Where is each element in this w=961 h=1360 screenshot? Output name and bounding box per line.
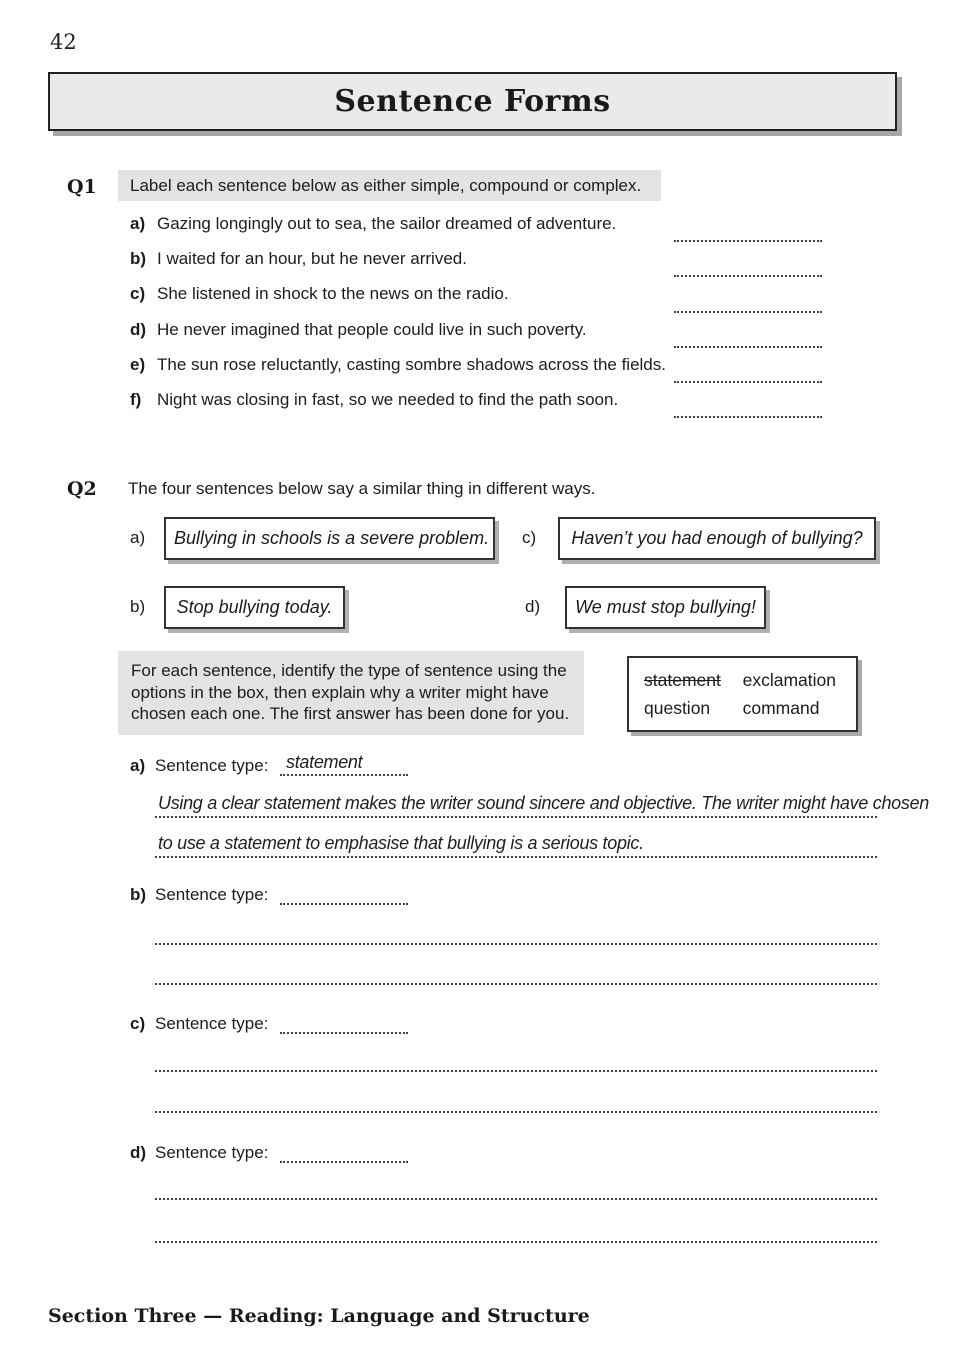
answer-letter: d) <box>130 1143 147 1162</box>
item-text: He never imagined that people could live in such poverty. <box>157 319 587 339</box>
answer-c-type-row <box>130 1014 268 1034</box>
q2-label: Q2 <box>67 478 97 500</box>
answer-c-line-1[interactable] <box>155 1042 877 1072</box>
sentence-type-label: Sentence type: <box>155 1143 269 1162</box>
answer-letter: c) <box>130 1014 146 1033</box>
q2-sentence-box-c: Haven’t you had enough of bullying? <box>558 517 876 560</box>
answer-d-line-1[interactable] <box>155 1170 877 1200</box>
page-title: Sentence Forms <box>334 84 611 119</box>
answer-c-line-2[interactable] <box>155 1083 877 1113</box>
q2-sentence-box-b: Stop bullying today. <box>164 586 345 629</box>
option-statement: statement <box>644 669 721 690</box>
answer-c-type-blank[interactable] <box>280 1006 408 1034</box>
answer-blank[interactable] <box>674 311 822 313</box>
answer-a-type-row <box>130 756 268 776</box>
answer-d-type-row <box>130 1143 268 1163</box>
option-command: command <box>742 697 820 718</box>
answer-a-line-1[interactable] <box>155 788 929 818</box>
q2-box-letter: c) <box>522 528 537 547</box>
answer-blank[interactable] <box>674 416 822 418</box>
q1-item <box>130 390 822 425</box>
answer-d-line-2[interactable] <box>155 1213 877 1243</box>
answer-b-type-blank[interactable] <box>280 877 408 905</box>
item-text: Night was closing in fast, so we needed to find the path soon. <box>157 389 619 409</box>
answer-a-line-2[interactable] <box>155 828 877 858</box>
q2-box-letter: a) <box>130 528 146 547</box>
q2-instruction: For each sentence, identify the type of sentence using the options in the box, then explain why a writer might have chosen each one. The first answer has been done for you. <box>118 651 584 735</box>
item-text: Gazing longingly out to sea, the sailor dreamed of adventure. <box>157 214 617 233</box>
option-question: question <box>644 697 711 718</box>
sentence-type-label: Sentence type: <box>155 885 269 904</box>
answer-b-type-row <box>130 885 268 905</box>
q1-item <box>130 320 822 355</box>
answer-blank[interactable] <box>674 240 822 242</box>
q1-item <box>130 284 822 319</box>
handwritten-explanation: to use a statement to emphasise that bullying is a serious topic. <box>158 833 644 853</box>
q1-item <box>130 214 822 249</box>
item-text: I waited for an hour, but he never arrived. <box>157 249 467 269</box>
answer-blank[interactable] <box>674 275 822 277</box>
item-letter: d) <box>130 319 147 339</box>
q2-box-letter: b) <box>130 597 146 616</box>
option-exclamation: exclamation <box>742 669 836 690</box>
answer-letter: b) <box>130 885 147 904</box>
answer-blank[interactable] <box>674 346 822 348</box>
item-text: She listened in shock to the news on the radio. <box>157 284 509 304</box>
section-footer: Section Three — Reading: Language and Structure <box>48 1305 590 1327</box>
q1-item <box>130 249 822 284</box>
item-letter: b) <box>130 249 147 269</box>
q1-item-list <box>130 214 822 425</box>
q2-box-letter: d) <box>525 597 541 616</box>
answer-b-line-2[interactable] <box>155 955 877 985</box>
item-letter: e) <box>130 354 146 374</box>
page-number: 42 <box>50 30 77 54</box>
q2-sentence-box-a: Bullying in schools is a severe problem. <box>164 517 495 560</box>
item-letter: c) <box>130 284 146 304</box>
answer-d-type-blank[interactable] <box>280 1135 408 1163</box>
sentence-type-label: Sentence type: <box>155 1014 269 1033</box>
handwritten-type-value: statement <box>286 752 363 772</box>
sentence-type-options-box <box>627 656 858 732</box>
q1-item <box>130 355 822 390</box>
answer-a-type-blank[interactable] <box>280 748 408 776</box>
answer-letter: a) <box>130 756 146 775</box>
item-text: The sun rose reluctantly, casting sombre shadows across the fields. <box>157 354 666 374</box>
item-letter: a) <box>130 214 146 233</box>
q2-intro: The four sentences below say a similar thing in different ways. <box>128 479 596 498</box>
handwritten-explanation: Using a clear statement makes the writer sound sincere and objective. The writer might have chosen <box>158 793 929 813</box>
sentence-type-label: Sentence type: <box>155 756 269 775</box>
page-title-box <box>48 72 897 131</box>
answer-b-line-1[interactable] <box>155 915 877 945</box>
answer-blank[interactable] <box>674 381 822 383</box>
q2-sentence-box-d: We must stop bullying! <box>565 586 766 629</box>
item-letter: f) <box>130 389 142 409</box>
q1-instruction: Label each sentence below as either simple, compound or complex. <box>118 170 661 201</box>
q1-label: Q1 <box>67 176 97 198</box>
